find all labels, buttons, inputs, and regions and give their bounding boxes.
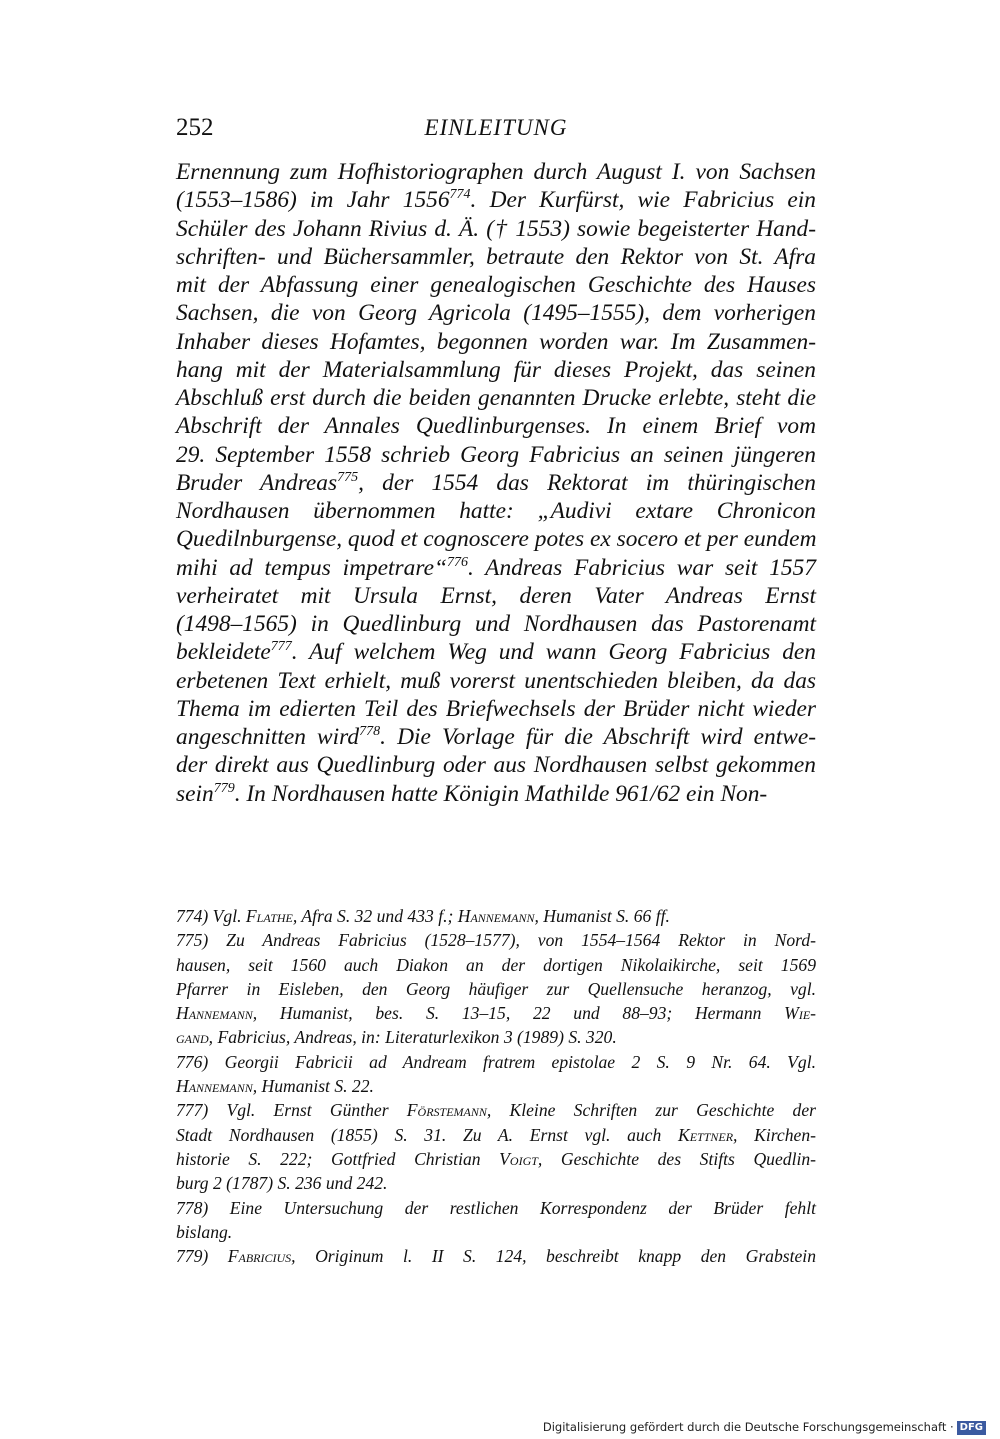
body-text (176, 158, 816, 808)
body-line: Nordhausen übernommen hatte: „Audivi extare Chronicon (176, 498, 816, 524)
body-line: sein$^{779}$. In Nordhausen hatte Königin Mathilde 961/62 ein Non- (176, 780, 768, 807)
body-line: Thema im edierten Teil des Briefwechsels der Brüder nicht wieder (176, 695, 816, 722)
body-line: Ernennung zum Hofhistoriographen durch August I. von Sachsen (176, 159, 816, 185)
credit-text: Digitalisierung gefördert durch die Deutsche Forschungsgemeinschaft · (542, 1420, 954, 1434)
body-line: schriften- und Büchersammler, betraute den Rektor von St. Afra (176, 243, 816, 270)
footnote-ref[interactable]: 775 (337, 469, 359, 485)
footnote-line: Hannemann, Humanist S. 22. (176, 1076, 374, 1097)
footnote-775 (176, 928, 816, 1049)
footnote-line: hausen, seit 1560 auch Diakon an der dortigen Nikolaikirche, seit 1569 (176, 954, 816, 975)
body-line: (1498–1565) in Quedlinburg und Nordhausen das Pastorenamt (176, 611, 816, 637)
body-line: Schüler des Johann Rivius d. Ä. († 1553) sowie begeisterter Hand- (176, 215, 816, 242)
footnote-line: 779) Fabricius, Originum l. II S. 124, beschreibt knapp den Grabstein (176, 1246, 816, 1267)
body-line: mihi ad tempus impetrare“$^{776}$. Andreas Fabricius war seit 1557 (176, 554, 816, 581)
footnote-line: burg 2 (1787) S. 236 und 242. (176, 1173, 388, 1194)
body-line: Inhaber dieses Hofamtes, begonnen worden war. Im Zusammen- (176, 328, 816, 355)
footnote-776 (176, 1050, 816, 1099)
footnote-line: 778) Eine Untersuchung der restlichen Korrespondenz der Brüder fehlt (176, 1197, 816, 1218)
footnote-774 (176, 904, 816, 928)
page-number: 252 (176, 114, 214, 141)
body-line: angeschnitten wird$^{778}$. Die Vorlage für die Abschrift wird entwe- (176, 724, 816, 750)
footnote-line: Hannemann, Humanist, bes. S. 13–15, 22 und 88–93; Hermann Wie- (176, 1003, 817, 1024)
body-line: 29. September 1558 schrieb Georg Fabricius an seinen jüngeren (176, 441, 816, 468)
body-line: Sachsen, die von Georg Agricola (1495–1555), dem vorherigen (176, 300, 816, 327)
body-line: verheiratet mit Ursula Ernst, deren Vater Andreas Ernst (176, 582, 816, 609)
footnote-line: historie S. 222; Gottfried Christian Voigt, Geschichte des Stifts Quedlin- (176, 1148, 817, 1169)
footnote-line: bislang. (176, 1221, 233, 1242)
footnote-ref[interactable]: 776 (446, 554, 468, 570)
footnote-ref[interactable]: 778 (359, 724, 381, 740)
body-line: der direkt aus Quedlinburg oder aus Nordhausen selbst gekommen (176, 752, 816, 779)
body-line: Quedilnburgense, quod et cognoscere potes ex socero et per eundem (176, 526, 817, 553)
dfg-logo: DFG (957, 1421, 986, 1435)
footnote-779 (176, 1244, 816, 1268)
footnote-line: 774) Vgl. Flathe, Afra S. 32 und 433 f.; Hannemann, Humanist S. 66 ff. (176, 906, 670, 926)
footnote-line: Stadt Nordhausen (1855) S. 31. Zu A. Ernst vgl. auch Kettner, Kirchen- (176, 1124, 816, 1145)
footnote-ref[interactable]: 774 (449, 187, 471, 203)
body-line: mit der Abfassung einer genealogischen Geschichte des Hauses (176, 272, 816, 298)
body-line: Abschrift der Annales Quedlinburgenses. In einem Brief vom (176, 413, 816, 440)
running-head: EINLEITUNG (424, 115, 568, 140)
footnote-line: 777) Vgl. Ernst Günther Förstemann, Kleine Schriften zur Geschichte der (176, 1100, 816, 1121)
body-line: bekleidete$^{777}$. Auf welchem Weg und wann Georg Fabricius den (176, 639, 816, 666)
page-header (176, 108, 816, 148)
body-line: erbetenen Text erhielt, muß vorerst unentschieden bleiben, da das (176, 667, 816, 694)
digitization-credit (543, 1419, 986, 1435)
footnote-778 (176, 1196, 816, 1245)
footnote-ref[interactable]: 777 (270, 639, 292, 655)
footnote-line: 776) Georgii Fabricii ad Andream fratrem epistolae 2 S. 9 Nr. 64. Vgl. (176, 1051, 816, 1072)
footnotes (176, 904, 816, 1268)
footnote-line: 775) Zu Andreas Fabricius (1528–1577), von 1554–1564 Rektor in Nord- (176, 930, 816, 951)
footnote-ref[interactable]: 779 (213, 780, 235, 796)
body-line: hang mit der Materialsammlung für dieses Projekt, das seinen (176, 356, 816, 383)
footnote-777 (176, 1098, 816, 1195)
body-line: (1553–1586) im Jahr 1556$^{774}$. Der Kurfürst, wie Fabricius ein (176, 187, 816, 214)
body-line: Bruder Andreas$^{775}$, der 1554 das Rektorat im thüringischen (176, 469, 816, 496)
footnote-line: gand, Fabricius, Andreas, in: Literaturlexikon 3 (1989) S. 320. (176, 1027, 617, 1048)
footnote-line: Pfarrer in Eisleben, den Georg häufiger zur Quellensuche heranzog, vgl. (176, 978, 816, 999)
body-line: Abschluß erst durch die beiden genannten Drucke erlebte, steht die (176, 385, 816, 411)
